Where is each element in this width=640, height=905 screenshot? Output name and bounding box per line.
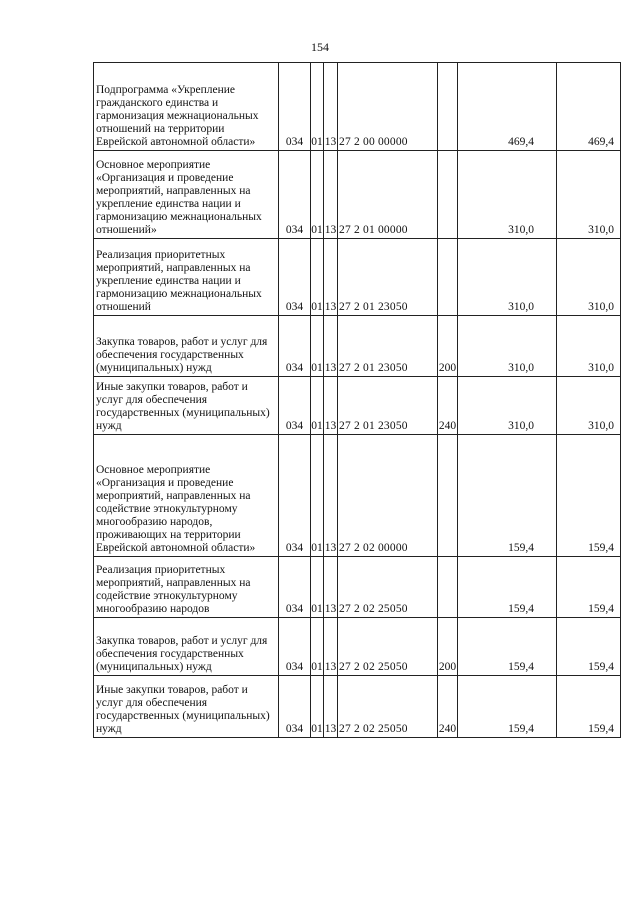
row-name: Реализация приоритетных мероприятий, направленных на укрепление единства нации и гармонизацию межнациональных отношений	[94, 239, 279, 316]
sum-second: 159,4	[557, 435, 621, 557]
subsection-code: 13	[324, 239, 338, 316]
target-article-code: 27 2 02 25050	[338, 676, 438, 738]
target-article-code: 27 2 01 23050	[338, 316, 438, 377]
expense-type-code	[438, 63, 458, 151]
sum-second: 159,4	[557, 557, 621, 618]
target-article-code: 27 2 01 00000	[338, 151, 438, 239]
budget-table	[93, 62, 621, 738]
section-code: 01	[311, 618, 324, 676]
target-article-code: 27 2 02 25050	[338, 557, 438, 618]
sum-first: 159,4	[458, 435, 557, 557]
expense-type-code: 240	[438, 676, 458, 738]
section-code: 01	[311, 316, 324, 377]
subsection-code: 13	[324, 63, 338, 151]
subsection-code: 13	[324, 618, 338, 676]
table-row	[94, 557, 621, 618]
page-number: 154	[311, 40, 329, 54]
sum-first: 159,4	[458, 618, 557, 676]
sum-first: 310,0	[458, 377, 557, 435]
row-name: Закупка товаров, работ и услуг для обеспечения государственных (муниципальных) нужд	[94, 618, 279, 676]
expense-type-code	[438, 435, 458, 557]
row-name: Основное мероприятие «Организация и проведение мероприятий, направленных на укрепление единства нации и гармонизацию межнациональных отношений»	[94, 151, 279, 239]
section-code: 01	[311, 557, 324, 618]
subsection-code: 13	[324, 151, 338, 239]
grbs-code: 034	[279, 239, 311, 316]
sum-second: 310,0	[557, 239, 621, 316]
subsection-code: 13	[324, 676, 338, 738]
row-name: Основное мероприятие «Организация и проведение мероприятий, направленных на содействие этнокультурному многообразию народов, проживающих на территории Еврейской автономной области»	[94, 435, 279, 557]
sum-second: 310,0	[557, 377, 621, 435]
grbs-code: 034	[279, 557, 311, 618]
subsection-code: 13	[324, 435, 338, 557]
row-name: Иные закупки товаров, работ и услуг для обеспечения государственных (муниципальных) нужд	[94, 377, 279, 435]
sum-second: 159,4	[557, 676, 621, 738]
sum-first: 310,0	[458, 239, 557, 316]
sum-second: 310,0	[557, 316, 621, 377]
table-row	[94, 618, 621, 676]
expense-type-code: 240	[438, 377, 458, 435]
subsection-code: 13	[324, 377, 338, 435]
sum-first: 469,4	[458, 63, 557, 151]
row-name: Иные закупки товаров, работ и услуг для обеспечения государственных (муниципальных) нужд	[94, 676, 279, 738]
expense-type-code	[438, 239, 458, 316]
table-row	[94, 676, 621, 738]
grbs-code: 034	[279, 316, 311, 377]
target-article-code: 27 2 02 00000	[338, 435, 438, 557]
row-name: Подпрограмма «Укрепление гражданского единства и гармонизация межнациональных отношений на территории Еврейской автономной области»	[94, 63, 279, 151]
target-article-code: 27 2 02 25050	[338, 618, 438, 676]
grbs-code: 034	[279, 63, 311, 151]
section-code: 01	[311, 151, 324, 239]
section-code: 01	[311, 239, 324, 316]
grbs-code: 034	[279, 377, 311, 435]
sum-first: 159,4	[458, 557, 557, 618]
expense-type-code	[438, 557, 458, 618]
grbs-code: 034	[279, 618, 311, 676]
section-code: 01	[311, 377, 324, 435]
row-name: Закупка товаров, работ и услуг для обеспечения государственных (муниципальных) нужд	[94, 316, 279, 377]
subsection-code: 13	[324, 557, 338, 618]
table-row	[94, 151, 621, 239]
sum-second: 159,4	[557, 618, 621, 676]
table-row	[94, 239, 621, 316]
grbs-code: 034	[279, 676, 311, 738]
section-code: 01	[311, 435, 324, 557]
section-code: 01	[311, 676, 324, 738]
sum-first: 310,0	[458, 316, 557, 377]
grbs-code: 034	[279, 151, 311, 239]
grbs-code: 034	[279, 435, 311, 557]
sum-second: 310,0	[557, 151, 621, 239]
subsection-code: 13	[324, 316, 338, 377]
sum-first: 159,4	[458, 676, 557, 738]
section-code: 01	[311, 63, 324, 151]
expense-type-code	[438, 151, 458, 239]
target-article-code: 27 2 00 00000	[338, 63, 438, 151]
target-article-code: 27 2 01 23050	[338, 239, 438, 316]
table-row	[94, 435, 621, 557]
target-article-code: 27 2 01 23050	[338, 377, 438, 435]
sum-second: 469,4	[557, 63, 621, 151]
table-row	[94, 316, 621, 377]
row-name: Реализация приоритетных мероприятий, направленных на содействие этнокультурному многообразию народов	[94, 557, 279, 618]
expense-type-code: 200	[438, 618, 458, 676]
table-row	[94, 377, 621, 435]
sum-first: 310,0	[458, 151, 557, 239]
table-row	[94, 63, 621, 151]
expense-type-code: 200	[438, 316, 458, 377]
